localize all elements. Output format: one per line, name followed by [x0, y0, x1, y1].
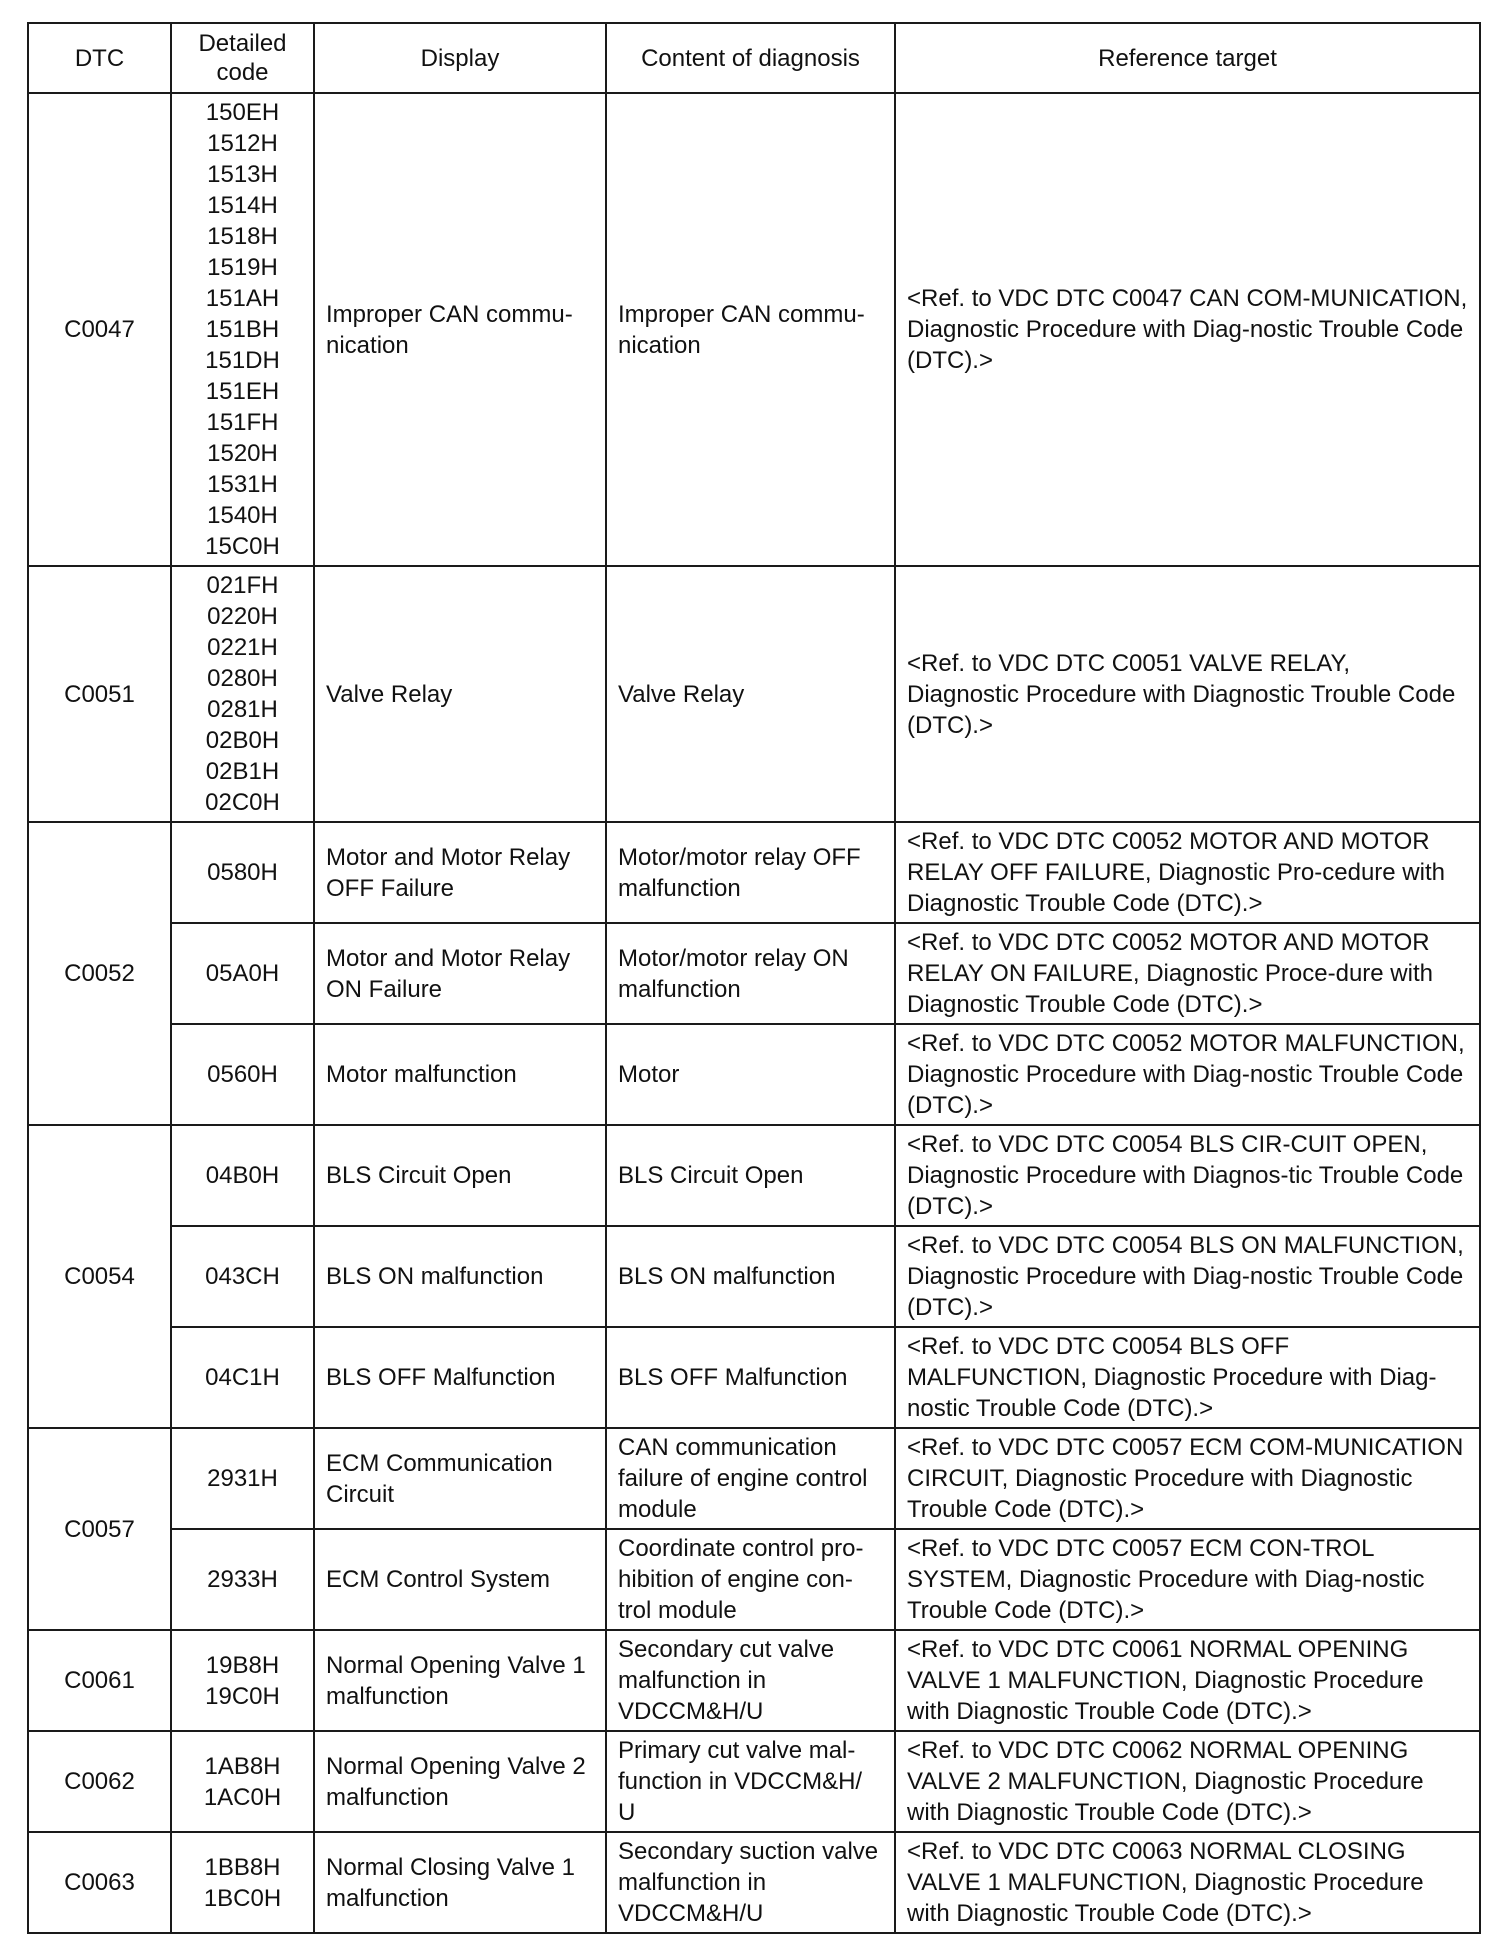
detailed-code-cell [171, 822, 314, 923]
display-cell: Normal Closing Valve 1 malfunction [314, 1832, 606, 1933]
content-cell: Secondary suction valve malfunction in VDCCM&H/U [606, 1832, 895, 1933]
display-cell: BLS OFF Malfunction [314, 1327, 606, 1428]
reference-target-cell: <Ref. to VDC DTC C0057 ECM COM-MUNICATION CIRCUIT, Diagnostic Procedure with Diagnostic Trouble Code (DTC).> [895, 1428, 1480, 1529]
content-cell: Secondary cut valve malfunction in VDCCM&H/U [606, 1630, 895, 1731]
detailed-code: 2931H [207, 1465, 278, 1492]
table-row [28, 1024, 1480, 1125]
display-cell: BLS ON malfunction [314, 1226, 606, 1327]
table-row [28, 1832, 1480, 1933]
detailed-code: 1519H [207, 254, 278, 281]
content-cell: Valve Relay [606, 566, 895, 822]
detailed-code: 02B1H [205, 758, 280, 785]
table-row [28, 1630, 1480, 1731]
detailed-code: 1518H [207, 223, 278, 250]
detailed-code-cell [171, 1226, 314, 1327]
content-cell: Coordinate control pro-hibition of engine con-trol module [606, 1529, 895, 1630]
dtc-cell: C0057 [28, 1428, 171, 1630]
detailed-code: 0221H [207, 634, 278, 661]
content-cell: Motor/motor relay OFF malfunction [606, 822, 895, 923]
detailed-code-cell [171, 1731, 314, 1832]
table-row [28, 822, 1480, 923]
header-reference-target: Reference target [895, 23, 1480, 93]
detailed-code: 1BB8H [204, 1853, 281, 1881]
detailed-code: 1BC0H [203, 1884, 282, 1912]
detailed-code: 1512H [207, 130, 278, 157]
table-row [28, 1731, 1480, 1832]
detailed-code-cell [171, 923, 314, 1024]
detailed-code-cell [171, 1630, 314, 1731]
display-cell: Normal Opening Valve 1 malfunction [314, 1630, 606, 1731]
table-row [28, 1125, 1480, 1226]
detailed-code: 2933H [207, 1566, 278, 1593]
detailed-code: 1AC0H [203, 1783, 282, 1811]
detailed-code-cell [171, 1327, 314, 1428]
detailed-code-cell [171, 1024, 314, 1125]
detailed-code-cell [171, 1125, 314, 1226]
table-row [28, 923, 1480, 1024]
detailed-code: 1514H [207, 192, 278, 219]
header-row [28, 23, 1480, 93]
detailed-code: 043CH [205, 1263, 280, 1290]
detailed-code-cell [171, 93, 314, 566]
dtc-cell: C0062 [28, 1731, 171, 1832]
detailed-code: 0220H [207, 603, 278, 630]
header-display: Display [314, 23, 606, 93]
display-cell: Valve Relay [314, 566, 606, 822]
detailed-code: 19B8H [205, 1651, 280, 1679]
display-cell: Motor and Motor Relay OFF Failure [314, 822, 606, 923]
reference-target-cell: <Ref. to VDC DTC C0061 NORMAL OPENING VALVE 1 MALFUNCTION, Diagnostic Procedure with Diagnostic Trouble Code (DTC).> [895, 1630, 1480, 1731]
content-cell: BLS OFF Malfunction [606, 1327, 895, 1428]
detailed-code: 0560H [207, 1061, 278, 1088]
detailed-code: 02C0H [205, 789, 280, 816]
detailed-code-cell [171, 566, 314, 822]
detailed-code: 1531H [207, 471, 278, 498]
reference-target-cell: <Ref. to VDC DTC C0063 NORMAL CLOSING VALVE 1 MALFUNCTION, Diagnostic Procedure with Diagnostic Trouble Code (DTC).> [895, 1832, 1480, 1933]
content-cell: Motor/motor relay ON malfunction [606, 923, 895, 1024]
detailed-code: 151DH [205, 347, 280, 374]
detailed-code: 151FH [206, 409, 279, 436]
detailed-code: 151EH [205, 378, 280, 405]
detailed-code: 0281H [207, 696, 278, 723]
dtc-cell: C0054 [28, 1125, 171, 1428]
detailed-code: 0280H [207, 665, 278, 692]
table-row [28, 566, 1480, 822]
reference-target-cell: <Ref. to VDC DTC C0052 MOTOR AND MOTOR RELAY ON FAILURE, Diagnostic Proce-dure with Diagnostic Trouble Code (DTC).> [895, 923, 1480, 1024]
display-cell: Motor malfunction [314, 1024, 606, 1125]
content-cell: BLS ON malfunction [606, 1226, 895, 1327]
content-cell: Motor [606, 1024, 895, 1125]
detailed-code: 150EH [205, 99, 280, 126]
display-cell: Motor and Motor Relay ON Failure [314, 923, 606, 1024]
display-cell: ECM Communication Circuit [314, 1428, 606, 1529]
reference-target-cell: <Ref. to VDC DTC C0054 BLS ON MALFUNCTION, Diagnostic Procedure with Diag-nostic Trouble Code (DTC).> [895, 1226, 1480, 1327]
table-row [28, 1327, 1480, 1428]
detailed-code: 04C1H [205, 1364, 280, 1391]
dtc-cell: C0063 [28, 1832, 171, 1933]
display-cell: Improper CAN commu-nication [314, 93, 606, 566]
table-row [28, 1529, 1480, 1630]
display-cell: ECM Control System [314, 1529, 606, 1630]
reference-target-cell: <Ref. to VDC DTC C0051 VALVE RELAY, Diagnostic Procedure with Diagnostic Trouble Code (DTC).> [895, 566, 1480, 822]
detailed-code: 15C0H [205, 533, 280, 560]
content-cell: CAN communication failure of engine control module [606, 1428, 895, 1529]
detailed-code: 021FH [206, 572, 279, 599]
dtc-table [27, 22, 1481, 1934]
detailed-code-cell [171, 1428, 314, 1529]
header-content-of-diagnosis: Content of diagnosis [606, 23, 895, 93]
detailed-code: 19C0H [205, 1682, 280, 1710]
detailed-code: 05A0H [205, 960, 280, 987]
reference-target-cell: <Ref. to VDC DTC C0054 BLS CIR-CUIT OPEN, Diagnostic Procedure with Diagnos-tic Trouble Code (DTC).> [895, 1125, 1480, 1226]
detailed-code: 151AH [205, 285, 280, 312]
detailed-code: 1AB8H [204, 1752, 281, 1780]
reference-target-cell: <Ref. to VDC DTC C0062 NORMAL OPENING VALVE 2 MALFUNCTION, Diagnostic Procedure with Diagnostic Trouble Code (DTC).> [895, 1731, 1480, 1832]
header-dtc: DTC [28, 23, 171, 93]
dtc-cell: C0061 [28, 1630, 171, 1731]
detailed-code: 02B0H [205, 727, 280, 754]
detailed-code: 1513H [207, 161, 278, 188]
dtc-cell: C0051 [28, 566, 171, 822]
table-row [28, 1428, 1480, 1529]
detailed-code: 151BH [205, 316, 280, 343]
header-detailed-code: Detailed code [171, 23, 314, 93]
display-cell: BLS Circuit Open [314, 1125, 606, 1226]
reference-target-cell: <Ref. to VDC DTC C0054 BLS OFF MALFUNCTION, Diagnostic Procedure with Diag-nostic Trouble Code (DTC).> [895, 1327, 1480, 1428]
dtc-cell: C0047 [28, 93, 171, 566]
detailed-code: 04B0H [205, 1162, 280, 1189]
detailed-code: 1520H [207, 440, 278, 467]
reference-target-cell: <Ref. to VDC DTC C0057 ECM CON-TROL SYSTEM, Diagnostic Procedure with Diag-nostic Trouble Code (DTC).> [895, 1529, 1480, 1630]
reference-target-cell: <Ref. to VDC DTC C0052 MOTOR MALFUNCTION, Diagnostic Procedure with Diag-nostic Trouble Code (DTC).> [895, 1024, 1480, 1125]
detailed-code: 1540H [207, 502, 278, 529]
table-row [28, 1226, 1480, 1327]
content-cell: Improper CAN commu-nication [606, 93, 895, 566]
reference-target-cell: <Ref. to VDC DTC C0052 MOTOR AND MOTOR RELAY OFF FAILURE, Diagnostic Pro-cedure with Diagnostic Trouble Code (DTC).> [895, 822, 1480, 923]
display-cell: Normal Opening Valve 2 malfunction [314, 1731, 606, 1832]
detailed-code-cell [171, 1529, 314, 1630]
detailed-code-cell [171, 1832, 314, 1933]
content-cell: BLS Circuit Open [606, 1125, 895, 1226]
table-body [28, 93, 1480, 1933]
dtc-cell: C0052 [28, 822, 171, 1125]
reference-target-cell: <Ref. to VDC DTC C0047 CAN COM-MUNICATION, Diagnostic Procedure with Diag-nostic Trouble Code (DTC).> [895, 93, 1480, 566]
detailed-code: 0580H [207, 859, 278, 886]
table-row [28, 93, 1480, 566]
content-cell: Primary cut valve mal-function in VDCCM&H/ U [606, 1731, 895, 1832]
